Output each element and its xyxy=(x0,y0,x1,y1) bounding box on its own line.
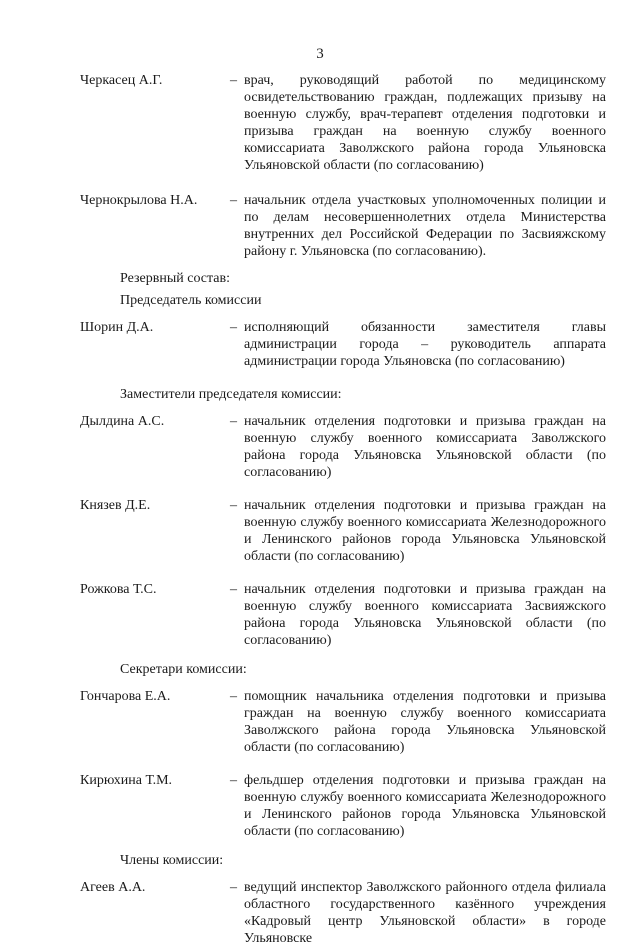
member-name: Дылдина А.С. xyxy=(80,414,165,429)
member-entry xyxy=(80,879,606,947)
page-number: 3 xyxy=(316,46,324,62)
member-description: начальник отдела участковых уполномоченных полиции и по делам несовершеннолетних отдела Министерства внутренних дел Российской Федерации по Засвияжскому району г. Ульяновска (по согласованию). xyxy=(244,193,606,259)
member-entry xyxy=(80,413,606,481)
member-dash: – xyxy=(230,73,237,88)
member-dash: – xyxy=(230,498,237,513)
member-dash: – xyxy=(230,689,237,704)
member-name: Шорин Д.А. xyxy=(80,320,154,335)
section-heading-secretaries: Секретари комиссии: xyxy=(120,662,247,677)
member-dash: – xyxy=(230,880,237,895)
member-description: фельдшер отделения подготовки и призыва граждан на военную службу военного комиссариата Железнодорожного и Ленинского районов города Ульяновска Ульяновской области (по согласованию) xyxy=(244,773,606,839)
member-description: врач, руководящий работой по медицинскому освидетельствованию граждан, подлежащих призыву на военную службу, врач-терапевт отделения подготовки и призыва граждан на военную службу военного комиссариата Заволжского района города Ульяновска Ульяновской области (по согласованию) xyxy=(244,73,606,173)
section-heading-deputies: Заместители председателя комиссии: xyxy=(120,387,342,402)
section-heading-members: Члены комиссии: xyxy=(120,853,224,868)
member-name: Князев Д.Е. xyxy=(80,498,151,513)
member-name: Агеев А.А. xyxy=(80,880,146,895)
member-description: начальник отделения подготовки и призыва граждан на военную службу военного комиссариата Засвияжского района города Ульяновска Ульяновской области (по согласованию) xyxy=(244,582,606,648)
member-entry xyxy=(80,688,606,756)
member-name: Кирюхина Т.М. xyxy=(80,773,173,788)
member-name: Чернокрылова Н.А. xyxy=(80,193,198,208)
member-entry xyxy=(80,497,606,565)
section-heading-reserve: Резервный состав: xyxy=(120,271,231,286)
member-name: Черкасец А.Г. xyxy=(80,73,163,88)
member-description: исполняющий обязанности заместителя главы администрации города – руководитель аппарата администрации города Ульяновска (по согласованию) xyxy=(244,320,606,369)
member-name: Рожкова Т.С. xyxy=(80,582,157,597)
member-description: начальник отделения подготовки и призыва граждан на военную службу военного комиссариата Заволжского района города Ульяновска Ульяновской области (по согласованию) xyxy=(244,414,606,480)
member-dash: – xyxy=(230,582,237,597)
member-name: Гончарова Е.А. xyxy=(80,689,171,704)
member-dash: – xyxy=(230,193,237,208)
member-description: ведущий инспектор Заволжского районного отдела филиала областного государственного казённого учреждения «Кадровый центр Ульяновской области» в городе Ульяновске xyxy=(244,880,606,946)
member-entry xyxy=(80,772,606,840)
member-entry xyxy=(80,192,606,260)
member-entry xyxy=(80,319,606,370)
section-heading-chairman: Председатель комиссии xyxy=(120,293,262,308)
commission-list xyxy=(0,72,640,947)
member-dash: – xyxy=(230,773,237,788)
member-dash: – xyxy=(230,414,237,429)
member-description: помощник начальника отделения подготовки и призыва граждан на военную службу военного комиссариата Заволжского района города Ульяновска Ульяновской области (по согласованию) xyxy=(244,689,606,755)
member-dash: – xyxy=(230,320,237,335)
member-description: начальник отделения подготовки и призыва граждан на военную службу военного комиссариата Железнодорожного и Ленинского районов города Ульяновска Ульяновской области (по согласованию) xyxy=(244,498,606,564)
member-entry xyxy=(80,581,606,649)
member-entry xyxy=(80,72,606,174)
